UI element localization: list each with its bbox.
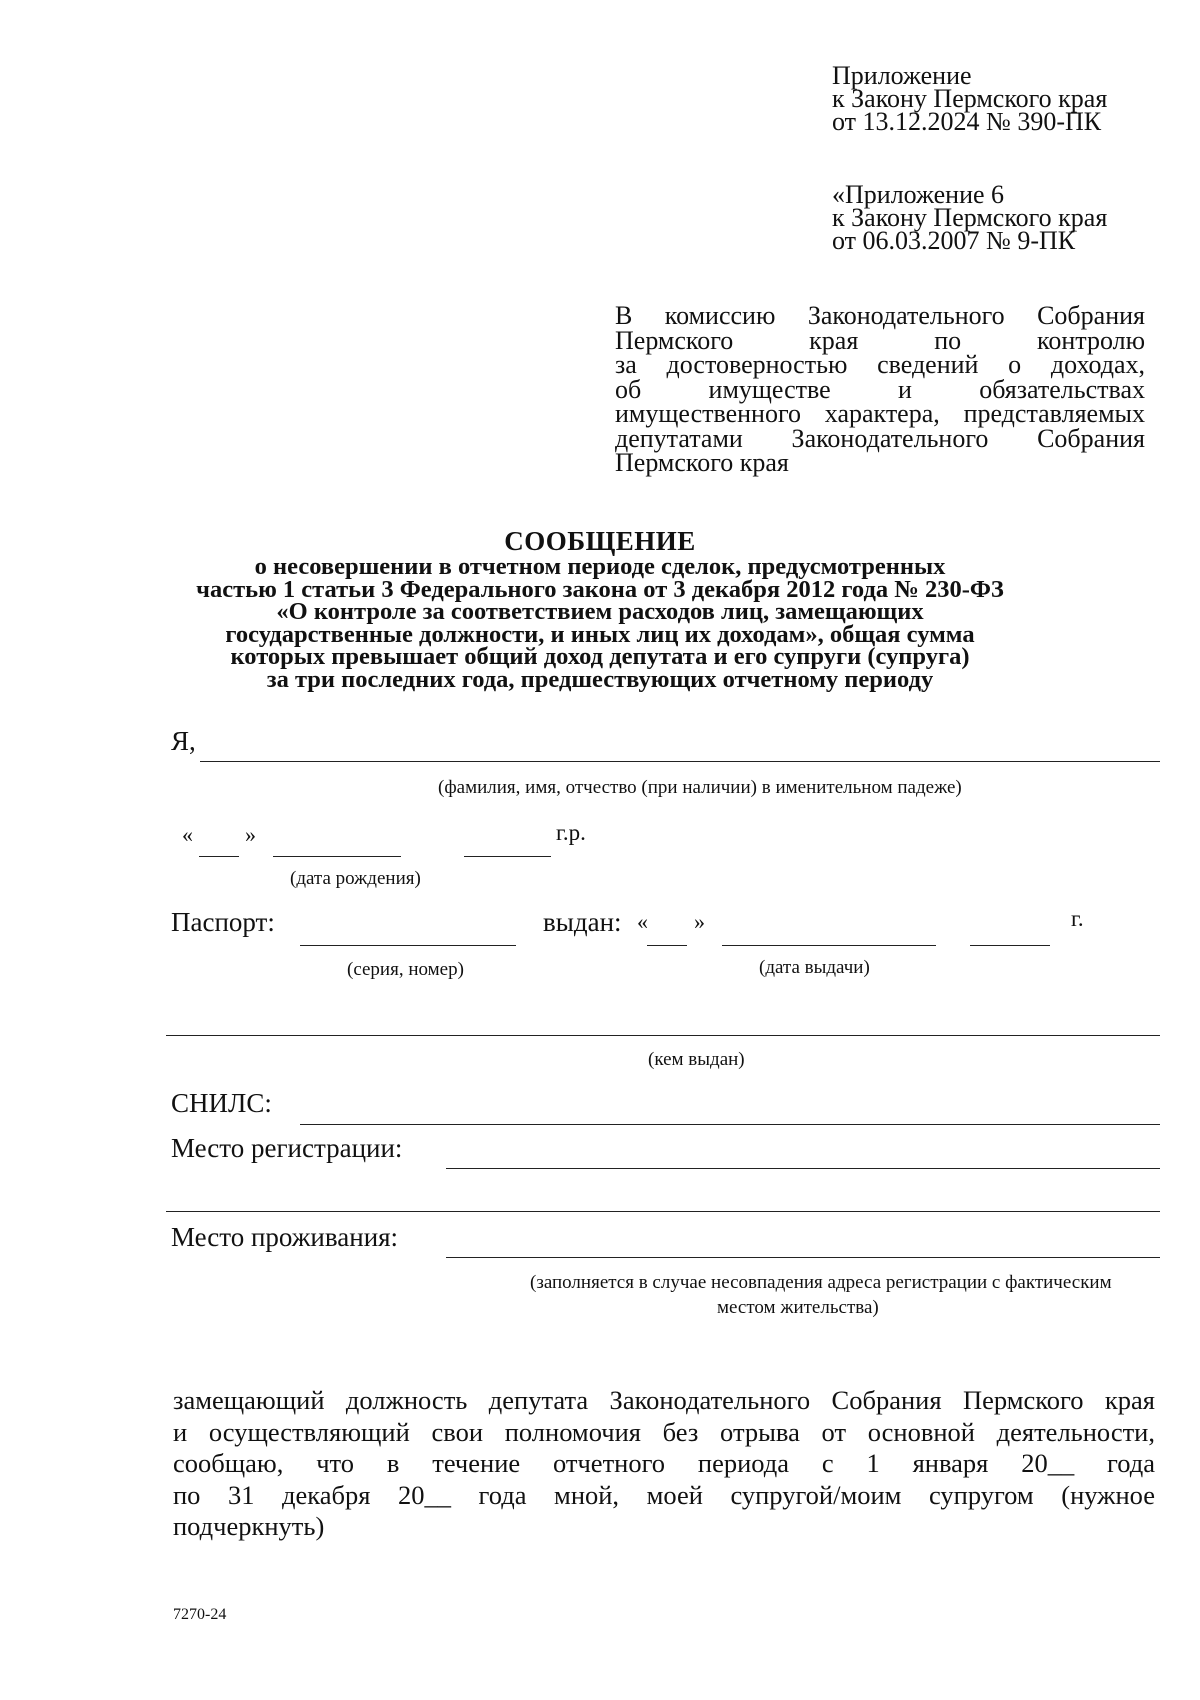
subtitle-line: которых превышает общий доход депутата и его супруги (супруга) (230, 643, 970, 670)
body-line: сообщаю, что в течение отчетного периода с 1 января 20__ года (173, 1448, 1155, 1478)
issue-year-field[interactable] (970, 945, 1050, 946)
ya-label: Я, (171, 726, 196, 756)
body-line: по 31 декабря 20__ года мной, моей супругой/моим супругом (нужное (173, 1479, 1155, 1510)
appendix-reference (832, 61, 1108, 136)
issue-month-field[interactable] (722, 945, 936, 946)
issued-label: выдан: (543, 907, 622, 937)
registration-field[interactable] (446, 1168, 1160, 1169)
issued-by-caption: (кем выдан) (648, 1049, 745, 1070)
snils-label: СНИЛС: (171, 1088, 272, 1118)
addressee-line: имущественного характера, представляемых (615, 399, 1145, 428)
issue-day-quote-close: » (694, 909, 705, 934)
body-line: и осуществляющий свои полномочия без отрыва от основной деятельности, (173, 1416, 1155, 1447)
document-title: СООБЩЕНИЕ (504, 526, 696, 556)
body-line: подчеркнуть) (173, 1511, 325, 1541)
birth-day-quote-close: » (245, 822, 256, 847)
statement-body (173, 1385, 1155, 1543)
birth-month-field[interactable] (273, 856, 401, 857)
addressee-block (615, 301, 1145, 477)
subtitle-line: о несовершении в отчетном периоде сделок, предусмотренных (254, 553, 946, 580)
registration-field-continued[interactable] (166, 1211, 1160, 1212)
issue-year-suffix: г. (1071, 906, 1084, 931)
document-title-block (0, 526, 1200, 691)
issued-by-field[interactable] (166, 1035, 1160, 1036)
gr-label: г.р. (556, 820, 586, 845)
addressee-line: Пермского края по контролю (615, 325, 1145, 355)
appendix6-reference (832, 180, 1108, 255)
birth-day-quote-open: « (182, 822, 193, 847)
residence-label: Место проживания: (171, 1222, 399, 1252)
addressee-line: за достоверностью сведений о доходах, (615, 350, 1145, 379)
fio-field[interactable] (200, 761, 1160, 762)
residence-caption-line: (заполняется в случае несовпадения адреса регистрации с фактическим (530, 1272, 1112, 1293)
appendix6-line: «Приложение 6 (832, 180, 1005, 209)
appendix-line: к Закону Пермского края (832, 84, 1108, 113)
residence-caption-line: местом жительства) (717, 1297, 879, 1318)
subtitle-line: «О контроле за соответствием расходов лиц, замещающих (276, 598, 924, 625)
snils-field[interactable] (300, 1124, 1160, 1125)
addressee-line: В комиссию Законодательного Собрания (615, 301, 1145, 330)
issue-day-field[interactable] (647, 945, 687, 946)
passport-label: Паспорт: (171, 907, 275, 937)
issue-date-caption: (дата выдачи) (759, 957, 870, 978)
birth-day-field[interactable] (199, 856, 239, 857)
subtitle-line: государственные должности, и иных лиц их доходам», общая сумма (225, 620, 975, 648)
passport-series-field[interactable] (300, 945, 516, 946)
birth-year-field[interactable] (464, 856, 551, 857)
registration-label: Место регистрации: (171, 1133, 403, 1163)
document-code: 7270-24 (173, 1606, 227, 1623)
subtitle-line: за три последних года, предшествующих отчетному периоду (266, 665, 934, 693)
fio-caption: (фамилия, имя, отчество (при наличии) в именительном падеже) (438, 777, 962, 798)
appendix6-line: к Закону Пермского края (832, 203, 1108, 232)
residence-field[interactable] (446, 1257, 1160, 1258)
addressee-line: Пермского края (615, 448, 789, 477)
body-line: замещающий должность депутата Законодательного Собрания Пермского края (173, 1385, 1155, 1415)
appendix-line: от 13.12.2024 № 390-ПК (832, 107, 1102, 136)
appendix-line: Приложение (832, 61, 972, 90)
birth-date-caption: (дата рождения) (290, 868, 421, 889)
addressee-line: депутатами Законодательного Собрания (615, 423, 1145, 453)
passport-series-caption: (серия, номер) (347, 959, 464, 980)
issue-day-quote-open: « (637, 909, 648, 934)
subtitle-line: частью 1 статьи 3 Федерального закона от 3 декабря 2012 года № 230-ФЗ (196, 575, 1004, 603)
appendix6-line: от 06.03.2007 № 9-ПК (832, 226, 1076, 255)
addressee-line: об имуществе и обязательствах (615, 374, 1145, 404)
